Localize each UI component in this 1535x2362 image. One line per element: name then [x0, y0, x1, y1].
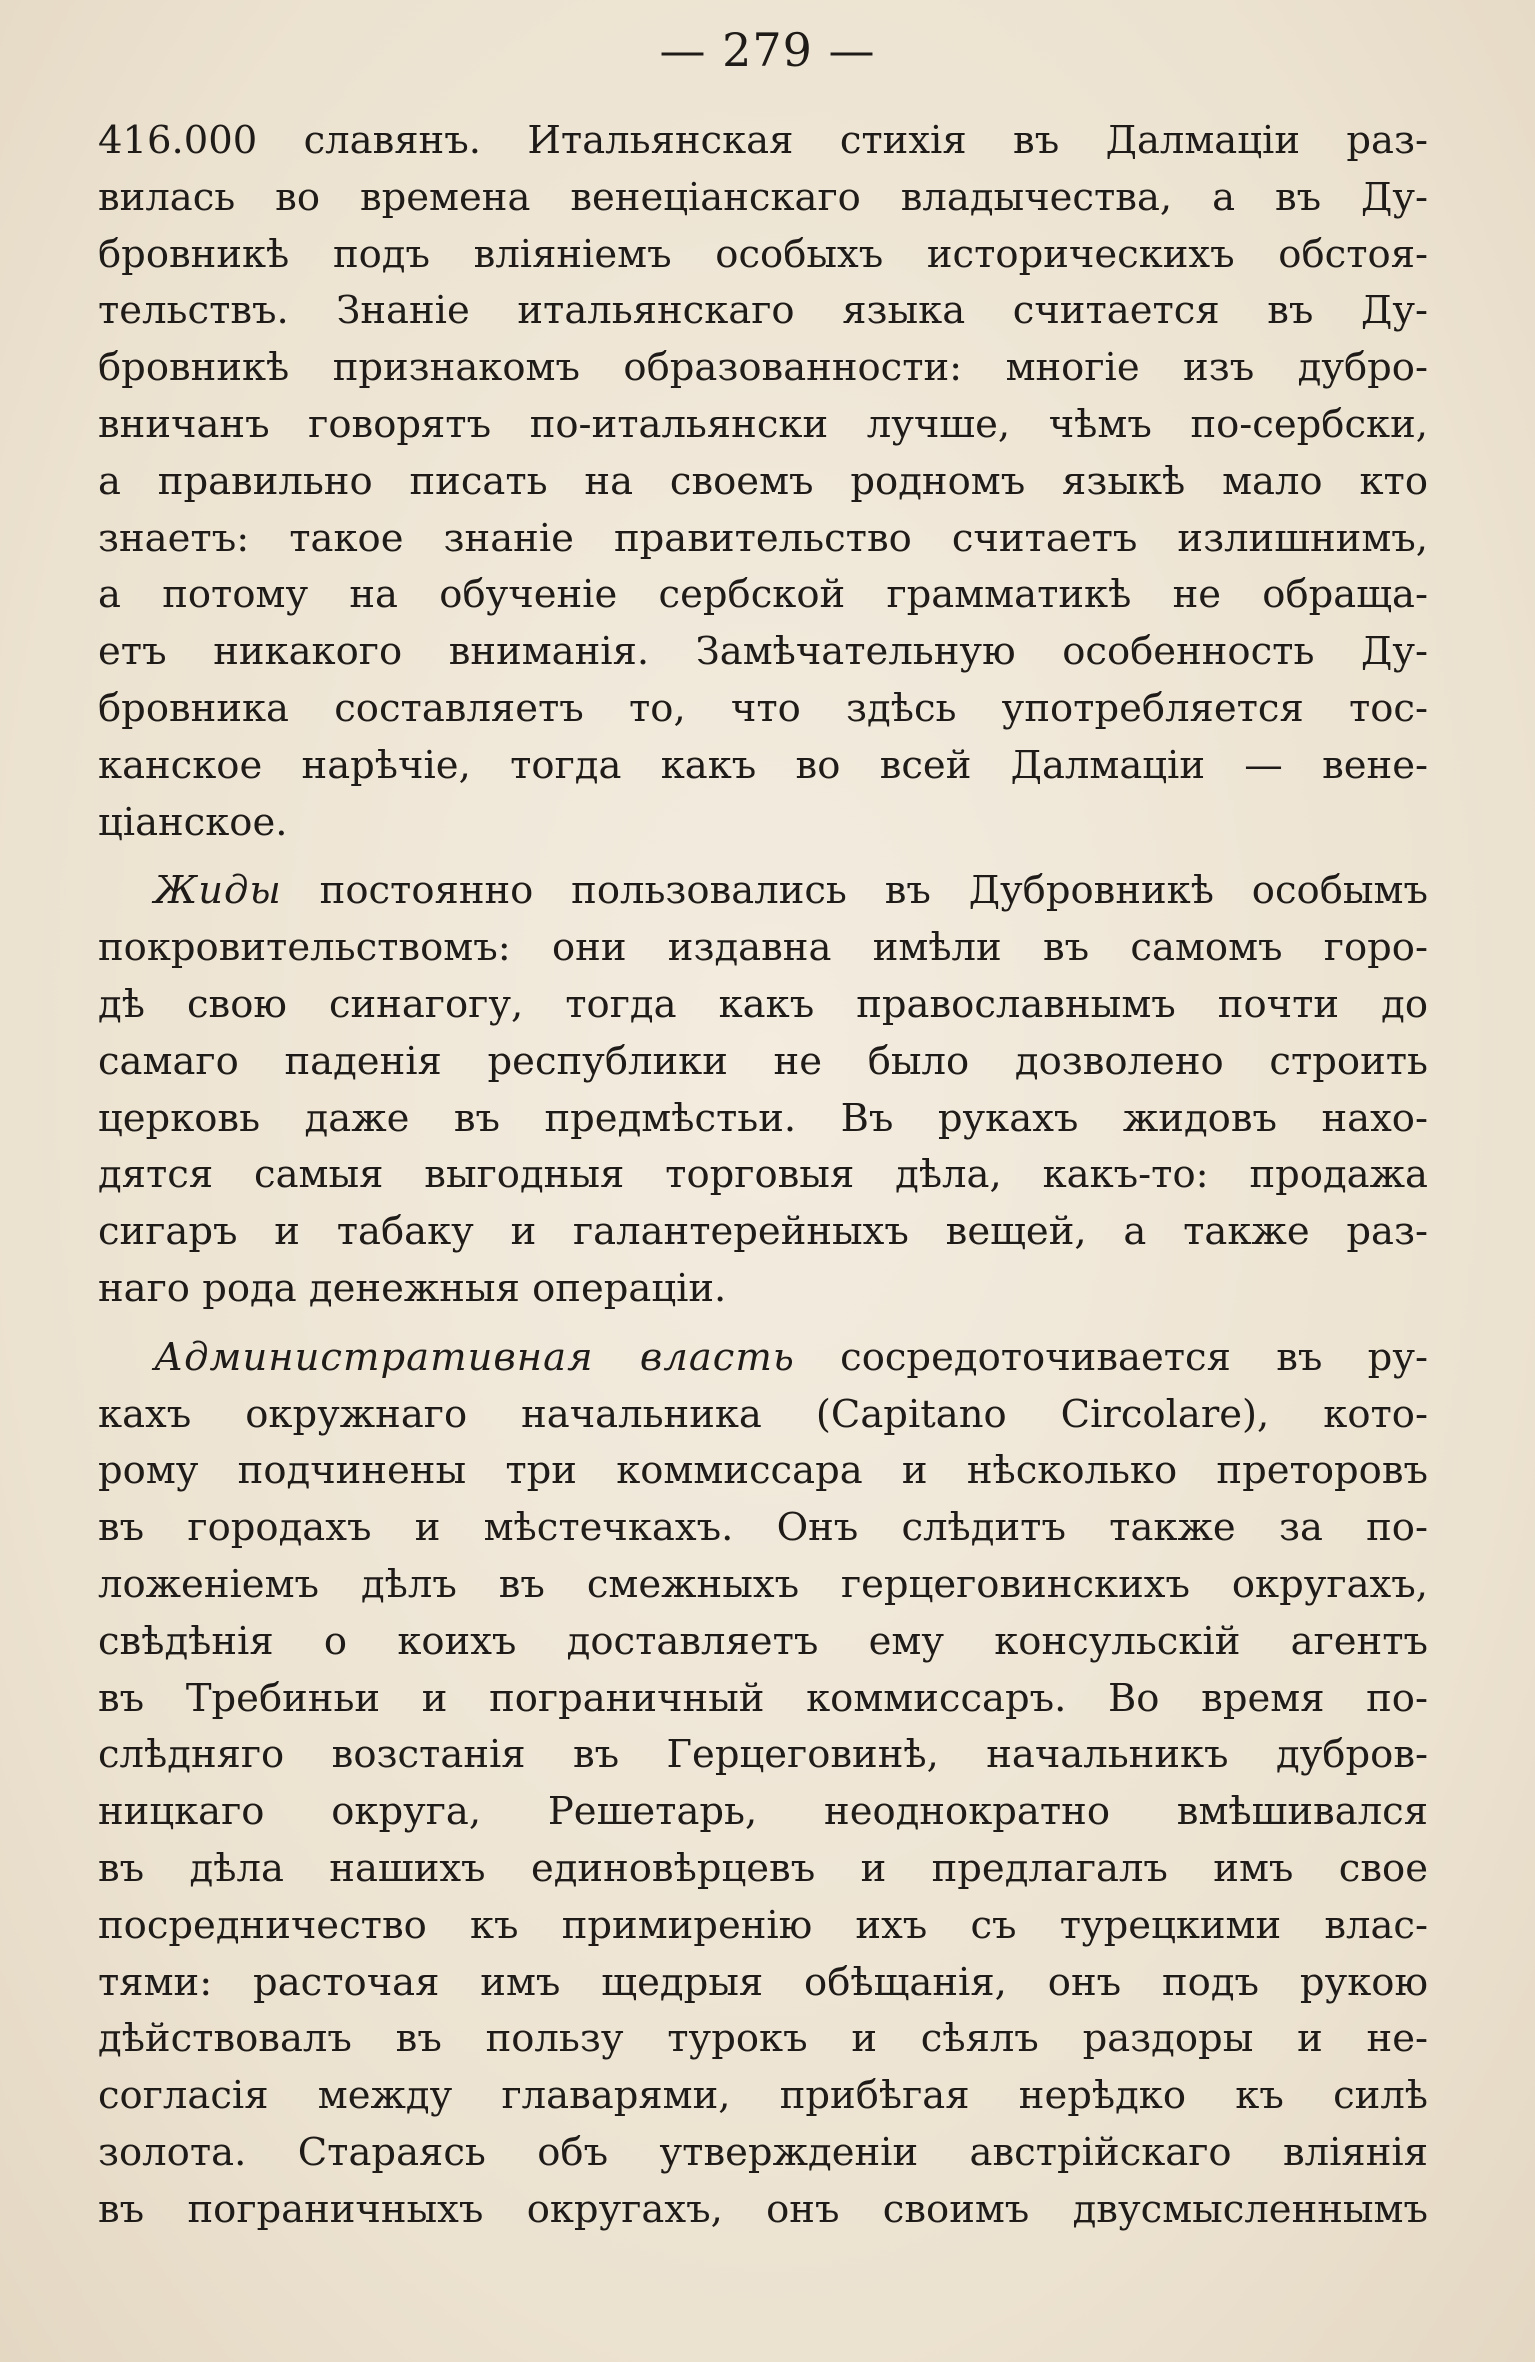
text-line: ложеніемъ дѣлъ въ смежныхъ герцеговинскихъ округахъ,: [98, 1561, 1428, 1607]
paragraph: [98, 113, 1428, 851]
text-line: въ дѣла нашихъ единовѣрцевъ и предлагалъ имъ свое: [98, 1845, 1428, 1891]
paragraph-gap: [98, 851, 1428, 863]
text-line: посредничество къ примиренію ихъ съ турецкими влас-: [98, 1902, 1428, 1948]
text-line: согласія между главарями, прибѣгая нерѣдко къ силѣ: [98, 2073, 1428, 2119]
text-line: въ городахъ и мѣстечкахъ. Онъ слѣдитъ также за по-: [98, 1505, 1428, 1551]
text-line: свѣдѣнія о коихъ доставляетъ ему консульскій агентъ: [98, 1618, 1428, 1664]
text-line: а потому на обученіе сербской грамматикѣ не обраща-: [98, 572, 1428, 618]
text-line: въ Требиньи и пограничный коммиссаръ. Во время по-: [98, 1675, 1428, 1721]
italic-lead: Административная власть: [154, 1334, 795, 1380]
text-line: а правильно писать на своемъ родномъ языкѣ мало кто: [98, 458, 1428, 504]
text-line-lead: [98, 1330, 1428, 1387]
text-line: дѣ свою синагогу, тогда какъ православнымъ почти до: [98, 981, 1428, 1027]
text-line: бровникѣ подъ вліяніемъ особыхъ историческихъ обстоя-: [98, 231, 1428, 277]
text-line: 416.000 славянъ. Итальянская стихія въ Далмаціи раз-: [98, 118, 1428, 163]
italic-lead: Жиды: [154, 868, 282, 914]
text-line: канское нарѣчіе, тогда какъ во всей Далмаціи — вене-: [98, 742, 1428, 788]
text-fragment: сосредоточивается въ ру-: [794, 1334, 1428, 1380]
text-line: ницкаго округа, Решетарь, неоднократно вмѣшивался: [98, 1789, 1428, 1835]
text-line: бровника составляетъ то, что здѣсь употребляется тос-: [98, 685, 1428, 731]
page-number: — 279 —: [659, 23, 876, 77]
text-line: золота. Стараясь объ утвержденіи австрійскаго вліянія: [98, 2129, 1428, 2175]
paragraph: [98, 1330, 1428, 2239]
paragraph-gap: [98, 1318, 1428, 1330]
text-line: бровникѣ признакомъ образованности: многіе изъ дубро-: [98, 345, 1428, 391]
text-line: кахъ окружнаго начальника (Capitano Circolare), кото-: [98, 1391, 1428, 1437]
text-line: знаетъ: такое знаніе правительство считаетъ излишнимъ,: [98, 515, 1428, 561]
text-body: [98, 113, 1428, 2238]
text-line: тельствъ. Знаніе итальянскаго языка считается въ Ду-: [98, 288, 1428, 334]
text-line: церковь даже въ предмѣстьи. Въ рукахъ жидовъ нахо-: [98, 1095, 1428, 1141]
text-line: покровительствомъ: они издавна имѣли въ самомъ горо-: [98, 925, 1428, 971]
text-line: слѣдняго возстанія въ Герцеговинѣ, начальникъ дубров-: [98, 1732, 1428, 1778]
text-line: вничанъ говорятъ по-итальянски лучше, чѣмъ по-сербски,: [98, 401, 1428, 447]
text-line: рому подчинены три коммиссара и нѣсколько преторовъ: [98, 1448, 1428, 1494]
text-line: ціанское.: [98, 799, 288, 845]
text-line: дятся самыя выгодныя торговыя дѣла, какъ-то: продажа: [98, 1152, 1428, 1198]
text-line: тями: расточая имъ щедрыя обѣщанія, онъ подъ рукою: [98, 1959, 1428, 2005]
paragraph: [98, 863, 1428, 1317]
text-line: дѣйствовалъ въ пользу турокъ и сѣялъ раздоры и не-: [98, 2016, 1428, 2062]
text-line: въ пограничныхъ округахъ, онъ своимъ двусмысленнымъ: [98, 2186, 1428, 2232]
text-line-lead: [98, 863, 1428, 920]
text-line: самаго паденія республики не было дозволено строить: [98, 1038, 1428, 1084]
text-line: сигаръ и табаку и галантерейныхъ вещей, а также раз-: [98, 1209, 1428, 1255]
text-fragment: постоянно пользовались въ Дубровникѣ особымъ: [281, 868, 1428, 914]
text-line: наго рода денежныя операціи.: [98, 1265, 727, 1311]
text-line: етъ никакого вниманія. Замѣчательную особенность Ду-: [98, 629, 1428, 675]
text-line: вилась во времена венеціанскаго владычества, а въ Ду-: [98, 174, 1428, 220]
